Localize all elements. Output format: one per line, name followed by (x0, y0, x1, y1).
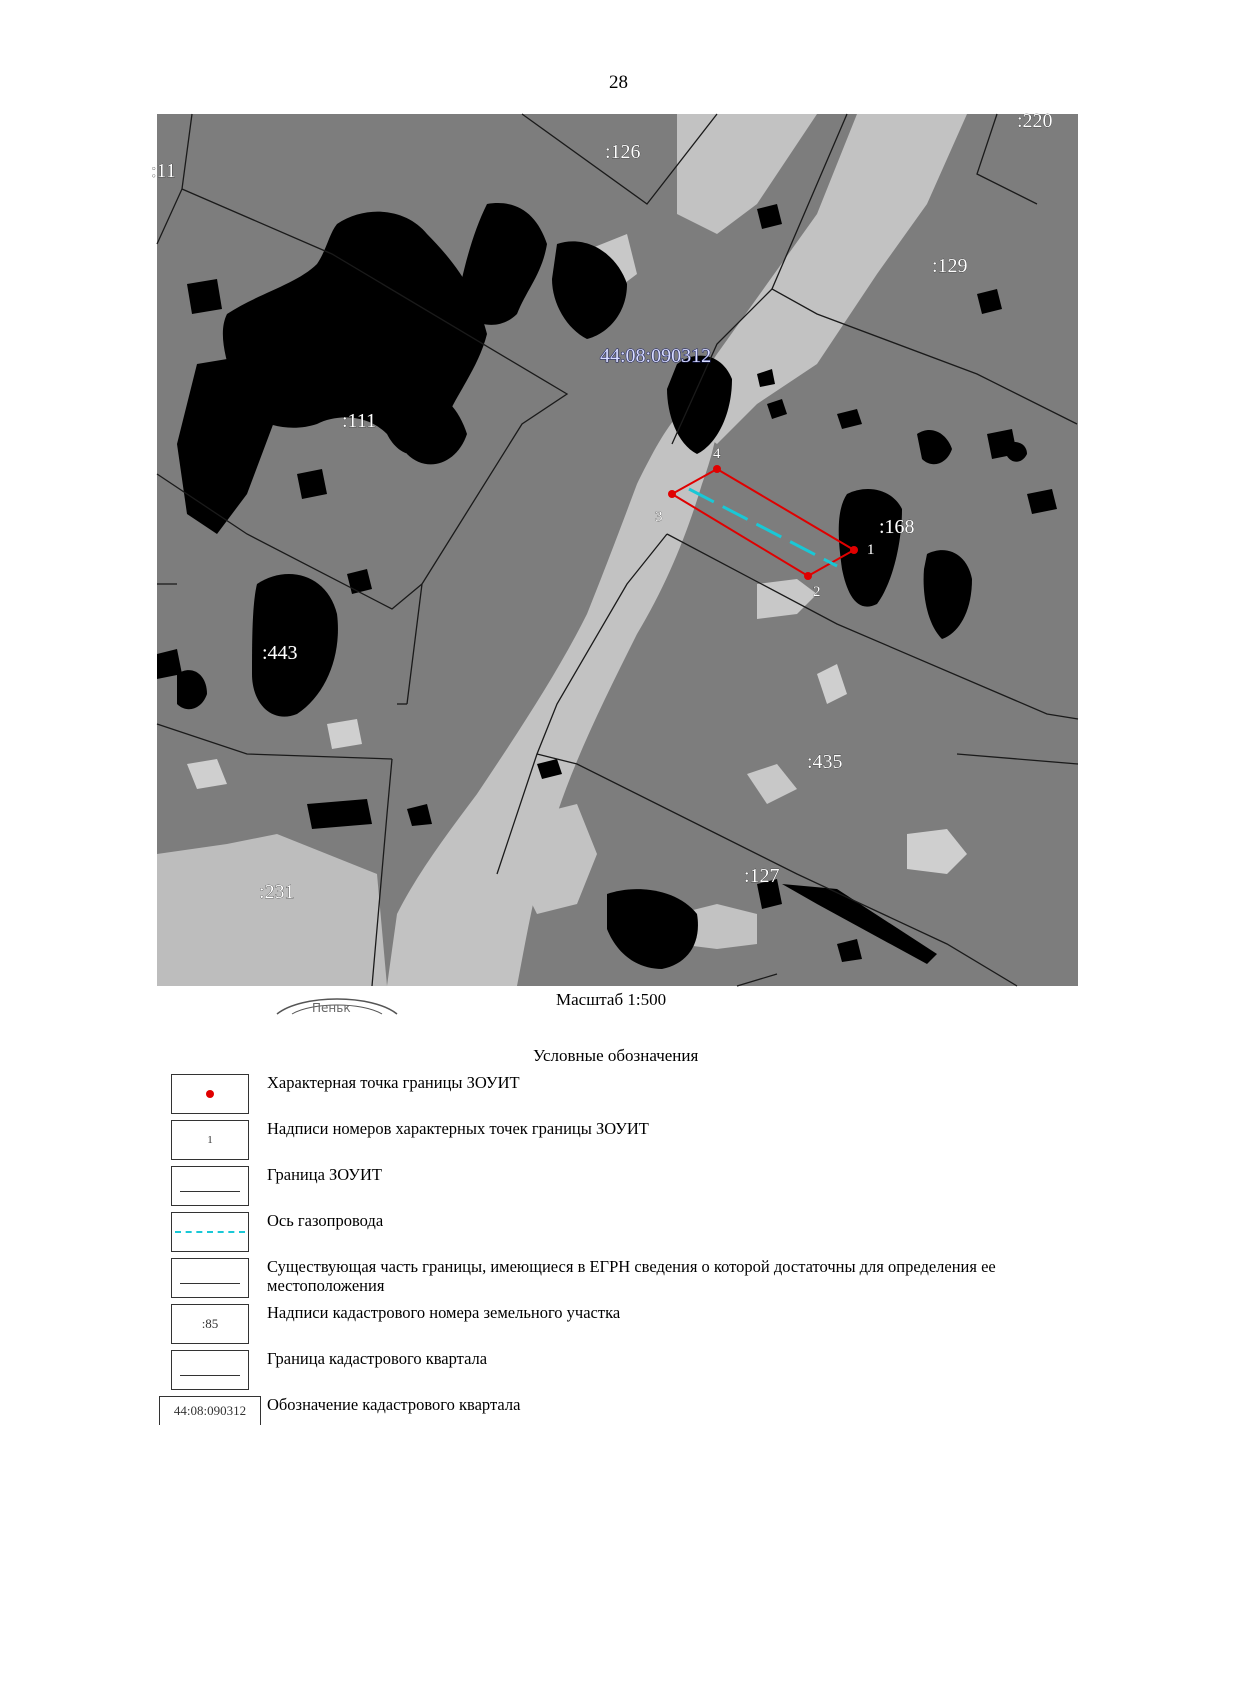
legend-swatch (171, 1212, 249, 1252)
parcel-label: :168 (879, 516, 915, 538)
parcel-label: :231 (259, 881, 295, 903)
legend-text: Надписи кадастрового номера земельного участка (267, 1303, 621, 1322)
legend-swatch (171, 1120, 249, 1160)
solid-line-icon (180, 1283, 240, 1284)
zouit-point-1[interactable] (850, 546, 858, 554)
solid-line-icon (180, 1375, 240, 1376)
parcel-label: :127 (744, 865, 780, 887)
red-dot-icon (206, 1090, 214, 1098)
parcel-label: :126 (605, 141, 641, 163)
stamp-fragment (272, 988, 402, 1014)
legend-text: Граница ЗОУИТ (267, 1165, 382, 1184)
legend-swatch (171, 1166, 249, 1206)
legend-swatch (171, 1304, 249, 1344)
parcel-label: :435 (807, 751, 843, 773)
zouit-point-2[interactable] (804, 572, 812, 580)
map-scale: Масштаб 1:500 (556, 990, 667, 1009)
cadastral-map[interactable] (151, 110, 1078, 986)
cadastral-number-sample: :85 (201, 1316, 219, 1331)
zouit-point-3[interactable] (668, 490, 676, 498)
cadastral-quarter-label: 44:08:090312 (600, 345, 712, 367)
point-number-sample: 1 (207, 1134, 213, 1146)
zouit-point-label-1: 1 (867, 542, 875, 558)
legend-text: Существующая часть границы, имеющиеся в ЕГРН сведения о которой достаточны для определения ее местоположения (267, 1257, 996, 1295)
zouit-point-label-2: 2 (813, 584, 821, 600)
parcel-label: :129 (932, 255, 968, 277)
legend-swatch (171, 1350, 249, 1390)
parcel-label: :443 (262, 642, 298, 664)
legend-text: Граница кадастрового квартала (267, 1349, 488, 1368)
quarter-number-sample: 44:08:090312 (173, 1403, 247, 1418)
legend-swatch (171, 1258, 249, 1298)
zouit-point-label-4: 4 (713, 446, 721, 462)
dashed-line-icon (175, 1231, 245, 1233)
solid-line-icon (180, 1191, 240, 1192)
legend-swatch (171, 1074, 249, 1114)
zouit-point-4[interactable] (713, 465, 721, 473)
legend-text: Обозначение кадастрового квартала (267, 1395, 521, 1414)
parcel-label: :11 (151, 160, 176, 182)
parcel-label: :220 (1017, 110, 1053, 132)
stamp-text: Пеньк (312, 1001, 351, 1015)
legend-swatch (159, 1396, 261, 1425)
legend-text: Ось газопровода (267, 1211, 384, 1230)
legend-text: Характерная точка границы ЗОУИТ (267, 1073, 520, 1092)
legend-title: Условные обозначения (533, 1046, 699, 1065)
parcel-label: :111 (342, 410, 377, 432)
page-number: 28 (609, 72, 628, 93)
map-canvas[interactable] (151, 110, 1078, 986)
zouit-point-label-3: 3 (655, 509, 663, 525)
legend-text: Надписи номеров характерных точек границы ЗОУИТ (267, 1119, 649, 1138)
